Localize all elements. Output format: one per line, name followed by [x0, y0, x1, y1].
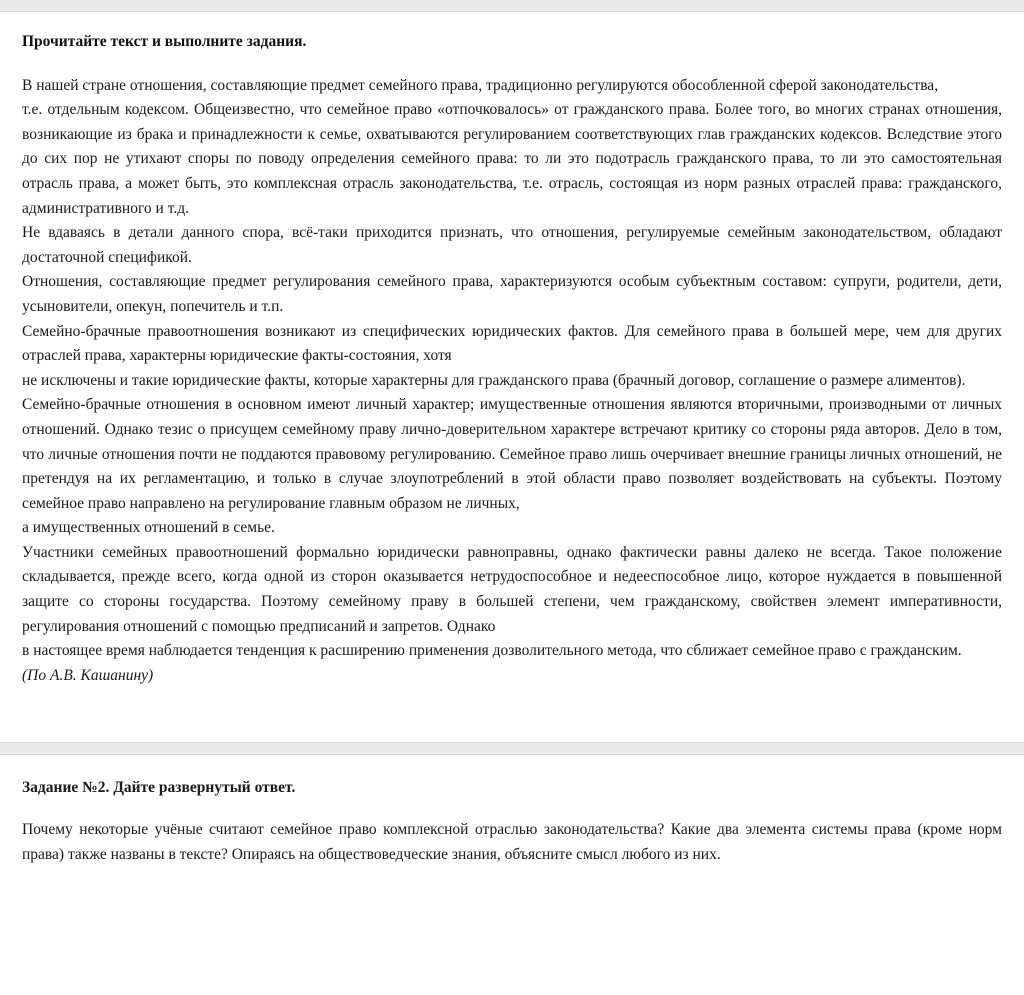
- text-attribution: (По А.В. Кашанину): [22, 666, 154, 684]
- bottom-spacer: [0, 867, 1024, 895]
- text-paragraph-2: т.е. отдельным кодексом. Общеизвестно, что семейное право «отпочковалось» от гражданского права. Более того, во многих странах отношения, возникающие из брака и принадлежности к семье, охватываются регулированием соответствующих глав гражданских кодексов. Вследствие этого до сих пор не утихают споры по поводу определения семейного права: то ли это подотрасль гражданского права, то ли это самостоятельная отрасль права, а может быть, это комплексная отрасль законодательства, т.е. отрасль, состоящая из норм разных отраслей права: гражданского, административного и т.д.: [22, 101, 1002, 217]
- question-task-text: Почему некоторые учёные считают семейное право комплексной отраслью законодательства? Какие два элемента системы права (кроме норм права) также названы в тексте? Опираясь на обществоведческие знания, объясните смысл любого из них.: [22, 821, 1002, 863]
- text-paragraph-7: Семейно-брачные отношения в основном имеют личный характер; имущественные отношения являются вторичными, производными от личных отношений. Однако тезис о присущем семейному праву лично-доверительном характере встречают критику со стороны ряда авторов. Дело в том, что личные отношения почти не поддаются правовому регулированию. Семейное право лишь очерчивает внешние границы личных отношений, не претендуя на их регламентацию, и только в случае злоупотреблений в этой области право позволяет воздействовать на субъекты. Поэтому семейное право направлено на регулирование главным образом не личных,: [22, 396, 1002, 512]
- question-task-heading: Задание №2. Дайте развернутый ответ.: [22, 779, 296, 797]
- top-divider-bar: [0, 0, 1024, 12]
- text-paragraph-1: В нашей стране отношения, составляющие предмет семейного права, традиционно регулируются обособленной сферой законодательства,: [22, 76, 939, 94]
- section-divider-bar: [0, 742, 1024, 755]
- text-paragraph-4: Отношения, составляющие предмет регулирования семейного права, характеризуются особым субъектным составом: супруги, родители, дети, усыновители, опекун, попечитель и т.п.: [22, 273, 1002, 315]
- reading-task-section: [0, 33, 1024, 688]
- reading-task-heading: Прочитайте текст и выполните задания.: [22, 33, 307, 50]
- text-paragraph-9: Участники семейных правоотношений формально юридически равноправны, однако фактически равны далеко не всегда. Такое положение складывается, прежде всего, когда одной из сторон оказывается нетрудоспособное и недееспособное лицо, которое нуждается в повышенной защите со стороны государства. Поэтому семейному праву в большей степени, чем гражданскому, свойствен элемент императивности, регулирования отношений с помощью предписаний и запретов. Однако: [22, 543, 1002, 635]
- text-paragraph-10: в настоящее время наблюдается тенденция к расширению применения дозволительного метода, что сближает семейное право с гражданским.: [22, 642, 962, 660]
- question-task-section: [0, 755, 1024, 867]
- text-paragraph-6: не исключены и такие юридические факты, которые характерны для гражданского права (брачный договор, соглашение о размере алиментов).: [22, 371, 966, 389]
- section-gap: [0, 688, 1024, 736]
- text-paragraph-8: а имущественных отношений в семье.: [22, 519, 275, 537]
- text-paragraph-5: Семейно-брачные правоотношения возникают из специфических юридических фактов. Для семейного права в большей мере, чем для других отраслей права, характерны юридические факты-состояния, хотя: [22, 322, 1002, 365]
- text-paragraph-3: Не вдаваясь в детали данного спора, всё-таки приходится признать, что отношения, регулируемые семейным законодательством, обладают достаточной спецификой.: [22, 224, 1002, 266]
